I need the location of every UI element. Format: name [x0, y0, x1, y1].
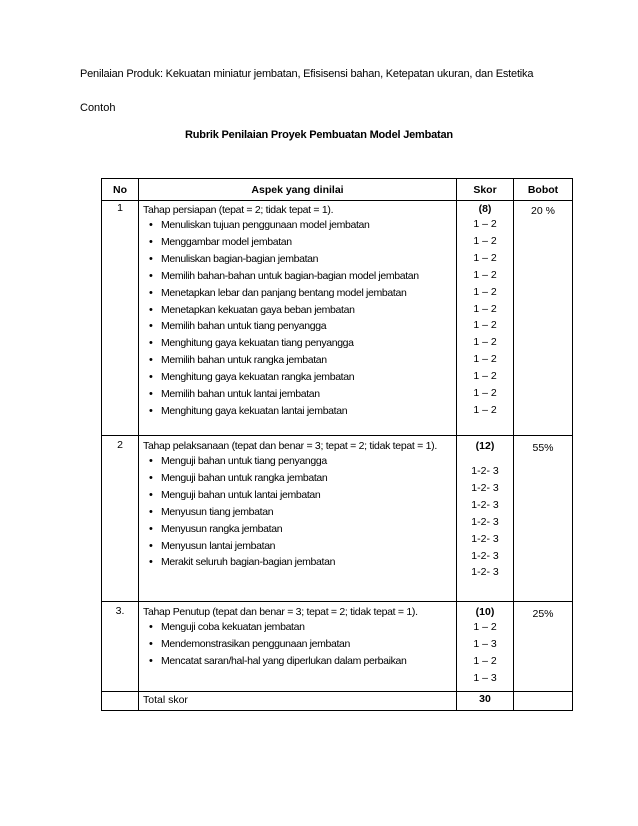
- score-total-stage: (12): [475, 440, 495, 452]
- weight-cell: [514, 436, 573, 602]
- header-no: No: [102, 179, 139, 201]
- weight-cell: [514, 201, 573, 436]
- list-item: • Memilih bahan untuk rangka jembatan: [143, 352, 452, 369]
- contoh-label: Contoh: [80, 102, 116, 114]
- score-total-stage: (8): [478, 203, 492, 215]
- list-item: • Mencatat saran/hal-hal yang diperlukan dalam perbaikan: [143, 653, 452, 670]
- list-item: • Menguji bahan untuk rangka jembatan: [143, 470, 452, 487]
- aspect-cell: [139, 602, 457, 692]
- list-item: • Menetapkan kekuatan gaya beban jembatan: [143, 302, 452, 319]
- aspect-cell: [139, 201, 457, 436]
- score-range: 1 – 2: [473, 370, 497, 383]
- weight-value: 55%: [532, 442, 554, 454]
- criteria-list: [143, 217, 452, 420]
- header-bobot: Bobot: [514, 179, 573, 201]
- list-item: • Memilih bahan-bahan untuk bagian-bagian model jembatan: [143, 268, 452, 285]
- list-item: • Memilih bahan untuk lantai jembatan: [143, 386, 452, 403]
- list-item: • Mendemonstrasikan penggunaan jembatan: [143, 636, 452, 653]
- list-item: • Merakit seluruh bagian-bagian jembatan: [143, 554, 452, 571]
- list-item: • Menguji bahan untuk lantai jembatan: [143, 487, 452, 504]
- score-range: 1 – 2: [473, 268, 497, 281]
- empty-cell: [514, 692, 573, 711]
- list-item: • Menyusun lantai jembatan: [143, 538, 452, 555]
- score-range: 1 – 2: [473, 621, 497, 633]
- rubric-table: [101, 178, 573, 711]
- table-row: [102, 602, 573, 692]
- score-range: 1 – 2: [473, 218, 497, 230]
- score-range: 1-2- 3: [471, 549, 499, 562]
- list-item: • Menguji bahan untuk tiang penyangga: [143, 453, 452, 470]
- stage-heading: Tahap pelaksanaan (tepat dan benar = 3; tepat = 2; tidak tepat = 1).: [143, 440, 437, 452]
- list-item: • Menghitung gaya kekuatan rangka jembatan: [143, 369, 452, 386]
- stage-heading: Tahap Penutup (tepat dan benar = 3; tepat = 2; tidak tepat = 1).: [143, 606, 418, 618]
- score-cell: [457, 602, 514, 692]
- score-range: 1 – 2: [473, 285, 497, 298]
- score-range: 1 – 2: [473, 654, 497, 667]
- table-row: [102, 436, 573, 602]
- criteria-list: [143, 453, 452, 571]
- score-range: 1 – 2: [473, 387, 497, 400]
- weight-cell: [514, 602, 573, 692]
- list-item: • Menyusun rangka jembatan: [143, 521, 452, 538]
- score-range: 1-2- 3: [471, 566, 499, 579]
- score-range: 1 – 2: [473, 302, 497, 315]
- header-aspek: Aspek yang dinilai: [139, 179, 457, 201]
- row-number: 1: [102, 201, 139, 436]
- total-score: 30: [457, 692, 514, 711]
- list-item: • Menghitung gaya kekuatan lantai jembatan: [143, 403, 452, 420]
- rubric-title: Rubrik Penilaian Proyek Pembuatan Model Jembatan: [185, 129, 453, 141]
- list-item: • Menyusun tiang jembatan: [143, 504, 452, 521]
- stage-heading: Tahap persiapan (tepat = 2; tidak tepat = 1).: [143, 204, 334, 216]
- score-range: 1 – 2: [473, 336, 497, 349]
- total-label: Total skor: [139, 692, 457, 711]
- table-row: [102, 201, 573, 436]
- score-cell: [457, 201, 514, 436]
- list-item: • Menuliskan tujuan penggunaan model jembatan: [143, 217, 452, 234]
- list-item: • Menuliskan bagian-bagian jembatan: [143, 251, 452, 268]
- score-range: 1-2- 3: [471, 515, 499, 528]
- criteria-list: [143, 619, 452, 670]
- weight-value: 25%: [532, 608, 554, 620]
- score-cell: [457, 436, 514, 602]
- aspect-cell: [139, 436, 457, 602]
- score-range: 1-2- 3: [471, 498, 499, 511]
- weight-value: 20 %: [531, 205, 555, 217]
- score-range: 1-2- 3: [471, 532, 499, 545]
- list-item: • Menetapkan lebar dan panjang bentang model jembatan: [143, 285, 452, 302]
- score-range: 1 – 2: [473, 234, 497, 247]
- score-range: 1 – 2: [473, 403, 497, 416]
- total-row: [102, 692, 573, 711]
- list-item: • Memilih bahan untuk tiang penyangga: [143, 318, 452, 335]
- table-header-row: [102, 179, 573, 201]
- list-item: • Menggambar model jembatan: [143, 234, 452, 251]
- spacer: [458, 453, 512, 463]
- score-range: 1-2- 3: [471, 465, 499, 477]
- score-total-stage: (10): [475, 606, 495, 618]
- score-range: 1 – 3: [473, 637, 497, 650]
- score-range: 1 – 2: [473, 251, 497, 264]
- score-range: 1 – 2: [473, 319, 497, 332]
- score-range: 1-2- 3: [471, 481, 499, 494]
- row-number: 2: [102, 436, 139, 602]
- list-item: • Menghitung gaya kekuatan tiang penyangga: [143, 335, 452, 352]
- score-range: 1 – 3: [473, 671, 497, 684]
- score-range: 1 – 2: [473, 353, 497, 366]
- empty-cell: [102, 692, 139, 711]
- header-skor: Skor: [457, 179, 514, 201]
- intro-text: Penilaian Produk: Kekuatan miniatur jembatan, Efisisensi bahan, Ketepatan ukuran, dan Estetika: [80, 68, 534, 80]
- row-number: 3.: [102, 602, 139, 692]
- list-item: • Menguji coba kekuatan jembatan: [143, 619, 452, 636]
